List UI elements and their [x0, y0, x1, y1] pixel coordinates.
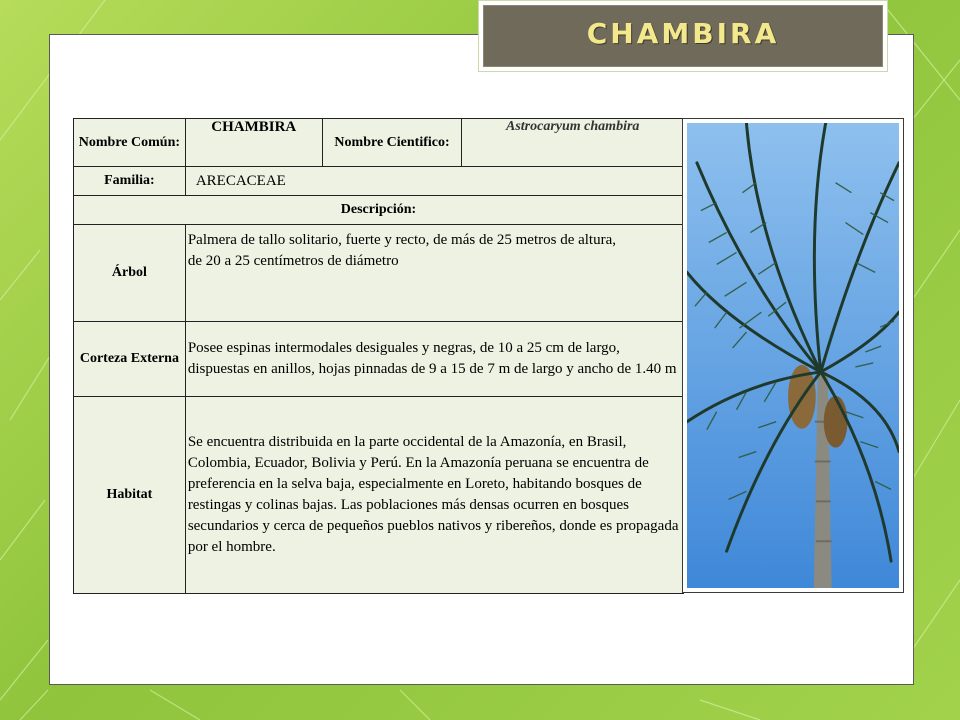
row-text-habitat: Se encuentra distribuida en la parte occidental de la Amazonía, en Brasil, Colombia, Ecuador, Bolivia y Perú. En la Amazonía peruana se encuentra de preferencia en la selva baja, especialmente en Loreto, habitando bosques de restingas y colinas bajas. Las poblaciones más densas ocurren en bosques secundarios y cerca de pequeños pueblos nativos y ribereños, donde es propagada por el hombre. — [185, 397, 683, 594]
table-row — [74, 167, 684, 196]
plant-info-table — [73, 118, 684, 594]
common-name-value: CHAMBIRA — [185, 119, 322, 167]
row-text-corteza: Posee espinas intermodales desiguales y negras, de 10 a 25 cm de largo, dispuestas en anillos, hojas pinnadas de 9 a 15 de 7 m de largo y ancho de 1.40 m — [185, 322, 683, 397]
family-label: Familia: — [74, 167, 186, 196]
table-row — [74, 196, 684, 225]
row-label-corteza: Corteza Externa — [74, 322, 186, 397]
table-row — [74, 397, 684, 594]
description-header: Descripción: — [74, 196, 684, 225]
table-row — [74, 322, 684, 397]
title-frame — [478, 0, 888, 72]
row-text-arbol: Palmera de tallo solitario, fuerte y recto, de más de 25 metros de altura, de 20 a 25 centímetros de diámetro — [185, 225, 683, 322]
table-row — [74, 119, 684, 167]
common-name-label: Nombre Común: — [74, 119, 186, 167]
table-row — [74, 225, 684, 322]
slide-title: CHAMBIRA — [586, 16, 780, 50]
scientific-name-label: Nombre Cientifico: — [322, 119, 462, 167]
row-label-arbol: Árbol — [74, 225, 186, 322]
palm-tree-icon — [687, 123, 899, 588]
palm-tree-photo — [682, 118, 904, 593]
title-box — [483, 5, 883, 67]
family-value: ARECACEAE — [185, 167, 683, 196]
row-label-habitat: Habitat — [74, 397, 186, 594]
scientific-name-value: Astrocaryum chambira — [462, 119, 684, 167]
